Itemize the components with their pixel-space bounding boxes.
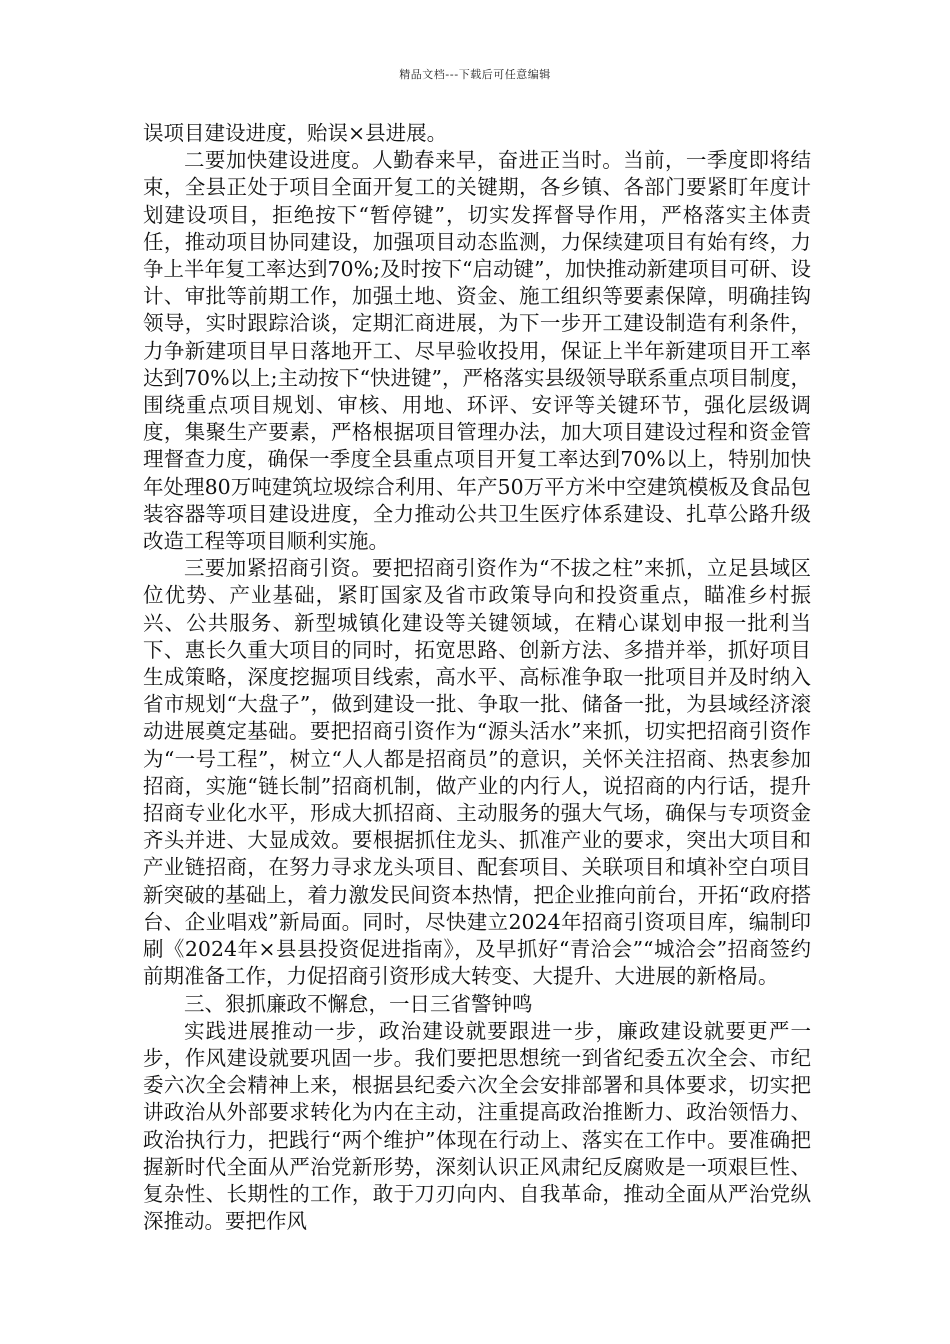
page-header: 精品文档---下载后可任意编辑 — [399, 68, 551, 81]
document-body — [143, 120, 811, 1235]
paragraph-integrity-building: 实践进展推动一步，政治建设就要跟进一步，廉政建设就要更严一步，作风建设就要巩固一步。我们要把思想统一到省纪委五次全会、市纪委六次全会精神上来，根据县纪委六次全会安排部署和具体要求，切实把讲政治从外部要求转化为内在主动，注重提高政治推断力、政治领悟力、政治执行力，把践行“两个维护”体现在行动上、落实在工作中。要准确把握新时代全面从严治党新形势，深刻认识正风肃纪反腐败是一项艰巨性、复杂性、长期性的工作，敢于刀刃向内、自我革命，推动全面从严治党纵深推动。要把作风 — [143, 1018, 811, 1234]
paragraph-continuation: 误项目建设进度，贻误×县进展。 — [143, 121, 448, 145]
paragraph-construction-progress: 二要加快建设进度。人勤春来早，奋进正当时。当前，一季度即将结束，全县正处于项目全面开复工的关键期，各乡镇、各部门要紧盯年度计划建设项目，拒绝按下“暂停键”，切实发挥督导作用，严格落实主体责任，推动项目协同建设，加强项目动态监测，力保续建项目有始有终，力争上半年复工率达到70%;及时按下“启动键”，加快推动新建项目可研、设计、审批等前期工作，加强土地、资金、施工组织等要素保障，明确挂钩领导，实时跟踪洽谈，定期汇商进展，为下一步开工建设制造有利条件，力争新建项目早日落地开工、尽早验收投用，保证上半年新建项目开工率达到70%以上;主动按下“快进键”，严格落实县级领导联系重点项目制度，围绕重点项目规划、审核、用地、环评、安评等关键环节，强化层级调度，集聚生产要素，严格根据项目管理办法，加大项目建设过程和资金管理督查力度，确保一季度全县重点项目开复工率达到70%以上，特别加快年处理80万吨建筑垃圾综合利用、年产50万平方米中空建筑模板及食品包装容器等项目建设进度，全力推动公共卫生医疗体系建设、扎草公路升级改造工程等项目顺利实施。 — [143, 148, 811, 554]
section-heading-integrity: 三、狠抓廉政不懈怠，一日三省警钟鸣 — [184, 991, 533, 1016]
paragraph-investment-attraction: 三要加紧招商引资。要把招商引资作为“不拔之柱”来抓，立足县域区位优势、产业基础，紧盯国家及省市政策导向和投资重点，瞄准乡村振兴、公共服务、新型城镇化建设等关键领域，在精心谋划申报一批利当下、惠长久重大项目的同时，拓宽思路、创新方法、多措并举，抓好项目生成策略，深度挖掘项目线索，高水平、高标准争取一批项目并及时纳入省市规划“大盘子”，做到建设一批、争取一批、储备一批，为县域经济滚动进展奠定基础。要把招商引资作为“源头活水”来抓，切实把招商引资作为“一号工程”，树立“人人都是招商员”的意识，关怀关注招商、热衷参加招商，实施“链长制”招商机制，做产业的内行人，说招商的内行话，提升招商专业化水平，形成大抓招商、主动服务的强大气场，确保与专项资金齐头并进、大显成效。要根据抓住龙头、抓准产业的要求，突出大项目和产业链招商，在努力寻求龙头项目、配套项目、关联项目和填补空白项目新突破的基础上，着力激发民间资本热情，把企业推向前台，开拓“政府搭台、企业唱戏”新局面。同时，尽快建立2024年招商引资项目库，编制印刷《2024年×县县投资促进指南》，及早抓好“青洽会”“城洽会”招商签约前期准备工作，力促招商引资形成大转变、大提升、大进展的新格局。 — [143, 556, 811, 989]
